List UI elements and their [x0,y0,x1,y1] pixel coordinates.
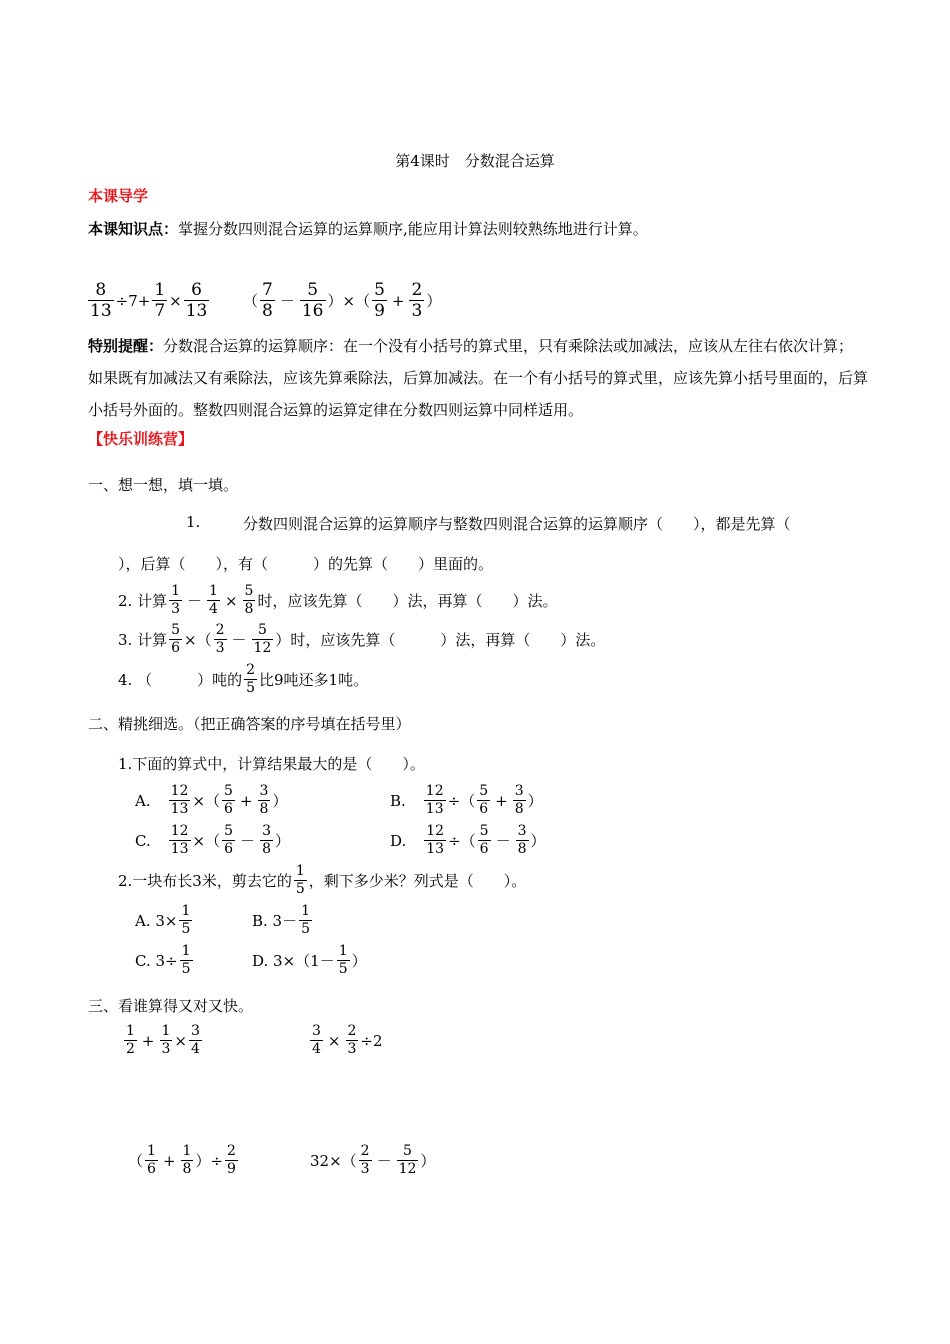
knowledge-point [88,218,648,239]
guide-heading: 本课导学 [88,187,149,205]
question-text: ）时，应该先算（ ）法，再算（ ）法。 [275,631,606,649]
s2-q2-option-a[interactable] [135,903,194,938]
fraction-numerator: 1 [209,583,218,599]
fraction [294,863,307,898]
fraction [516,823,529,858]
operator: + [239,791,253,810]
fraction-numerator: 5 [403,1143,412,1159]
fraction-numerator: 2 [411,280,423,300]
fraction [214,622,227,657]
fraction-denominator: 4 [191,1041,200,1057]
question-text: 4. （ ）吨的 [118,671,243,689]
operator: + [162,1151,176,1170]
fraction-numerator: 7 [262,280,273,300]
s2-q2-option-b[interactable] [252,903,314,938]
knowledge-label: 本课知识点： [88,220,179,238]
fraction-denominator: 4 [209,601,218,617]
question-text: 2.一块布长3米，剪去它的 [118,872,292,890]
fraction-denominator: 8 [514,801,524,817]
operator: + [391,291,405,310]
fraction-numerator: 1 [301,903,311,919]
option-label: B. [390,791,406,810]
fraction-numerator: 3 [517,823,527,839]
fraction-numerator: 6 [191,280,202,300]
operator: － [495,832,511,850]
fraction-numerator: 12 [170,783,189,799]
fraction-denominator: 12 [398,1161,417,1177]
operator: × [174,1031,187,1050]
fraction-denominator: 9 [374,301,385,321]
fraction-numerator: 12 [170,823,189,839]
fraction-denominator: 8 [259,801,269,817]
fraction-denominator: 4 [312,1041,321,1057]
operator: ×（ [192,832,221,850]
fraction [337,943,350,978]
s1-q4 [118,662,368,697]
operator: ） [420,1152,436,1170]
page-title: 第4课时 分数混合运算 [395,152,555,170]
special-reminder [88,330,868,426]
operator: ） [274,832,290,850]
option-label: B. 3－ [252,912,298,930]
operator: ÷（ [447,792,476,810]
s2-q1-option-a[interactable] [135,783,287,818]
fraction-denominator: 5 [181,961,191,977]
fraction-denominator: 6 [479,841,489,857]
fraction-denominator: 3 [161,1041,171,1057]
operator: － [187,592,203,610]
fraction [252,622,274,657]
fraction-numerator: 5 [244,583,254,599]
fraction-denominator: 5 [181,921,191,937]
fraction-denominator: 13 [170,841,189,857]
option-label: C. [135,831,151,850]
s3-calc-1 [122,1023,204,1058]
fraction [243,583,256,618]
fraction [310,1023,323,1058]
fraction [477,783,490,818]
fraction-denominator: 8 [262,301,273,321]
operator: － [231,631,247,649]
fraction-denominator: 6 [171,640,181,656]
fraction-numerator: 3 [262,823,271,839]
operator: （ [243,292,259,310]
fraction-numerator: 2 [360,1143,370,1159]
fraction [189,1023,202,1058]
fraction-numerator: 8 [95,280,107,300]
section1-heading: 一、想一想，填一填。 [88,476,239,494]
fraction [169,823,191,858]
s3-calc-2 [308,1023,383,1058]
operator: ） [527,792,543,810]
fraction-denominator: 7 [154,301,166,321]
option-label: C. 3÷ [135,951,178,970]
reminder-text: 分数混合运算的运算顺序：在一个没有小括号的算式里，只有乘除法或加减法，应该从左往右依次计算；如果既有加减法又有乘除法，应该先算乘除法，后算加减法。在一个有小括号的算式里，应该先算小括号里面的，后算小括号外面的。整数四则混合运算的运算定律在分数四则运算中同样适用。 [88,337,869,419]
fraction [397,1143,419,1178]
s2-q2-option-d[interactable] [252,943,367,978]
s1-q1-line2: ），后算（ ），有（ ）的先算（ ）里面的。 [118,555,494,573]
fraction-numerator: 2 [347,1023,357,1039]
s1-q1-number: 1. [186,513,201,531]
fraction-denominator: 16 [301,301,324,321]
fraction-denominator: 2 [126,1041,135,1057]
knowledge-text: 掌握分数四则混合运算的运算顺序,能应用计算法则较熟练地进行计算。 [178,220,648,238]
fraction-denominator: 8 [244,601,254,617]
fraction-numerator: 5 [479,823,489,839]
option-label: D. 3×（1－ [252,952,335,970]
fraction [184,280,210,321]
fraction [179,903,192,938]
operator: + [495,791,508,810]
section2-heading: 二、精挑细选。（把正确答案的序号填在括号里） [88,715,411,733]
fraction-numerator: 5 [224,783,233,799]
question-text: 时，应该先算（ ）法，再算（ ）法。 [257,592,558,610]
operator: ÷7+ [115,291,151,310]
fraction-denominator: 6 [147,1161,156,1177]
fraction [160,1023,173,1058]
fraction [258,783,271,818]
fraction-numerator: 3 [259,783,269,799]
operator: ×（ [184,631,212,649]
fraction-numerator: 1 [171,583,181,599]
fraction [346,1023,359,1058]
fraction-numerator: 5 [374,280,385,300]
fraction-numerator: 3 [514,783,524,799]
fraction-denominator: 13 [425,801,444,817]
s2-q1: 1.下面的算式中，计算结果最大的是（ ）。 [118,755,425,773]
s1-q3 [118,622,605,657]
fraction-denominator: 6 [224,841,234,857]
operator: （ [128,1152,144,1170]
fraction-numerator: 5 [307,280,319,300]
s2-q2-option-c[interactable] [135,943,195,978]
fraction-numerator: 2 [246,662,256,678]
fraction-denominator: 5 [246,680,256,696]
fraction-numerator: 12 [426,823,445,839]
operator: ） [426,292,442,310]
fraction [409,280,424,321]
fraction-numerator: 1 [338,943,348,959]
fraction-denominator: 13 [426,841,445,857]
fraction-denominator: 3 [215,640,225,656]
operator: － [376,1152,392,1170]
s2-q1-option-c[interactable] [135,823,290,858]
fraction-numerator: 1 [147,1143,156,1159]
fraction-numerator: 1 [161,1023,171,1039]
s3-calc-4 [310,1143,435,1178]
fraction [222,783,235,818]
fraction-numerator: 5 [257,622,267,638]
fraction-numerator: 12 [425,783,444,799]
operator: ） [272,792,288,810]
fraction [169,622,182,657]
fraction-numerator: 1 [181,943,191,959]
question-text: 3. 计算 [118,631,168,649]
fraction [152,280,167,321]
fraction [300,280,326,321]
fraction-denominator: 3 [347,1041,357,1057]
operator: － [240,832,256,850]
s1-q1-line1: 分数四则混合运算的运算顺序与整数四则混合运算的运算顺序（ ），都是先算（ [243,515,791,533]
s2-q1-option-b[interactable] [390,783,543,818]
fraction-denominator: 5 [338,961,348,977]
fraction [181,1143,194,1178]
fraction [478,823,491,858]
operator: ） [351,952,367,970]
fraction [260,823,273,858]
fraction [299,903,312,938]
operator: × [327,1031,341,1050]
fraction [180,943,193,978]
camp-heading: 【快乐训练营】 [88,430,194,448]
question-text: 2. 计算 [118,592,168,610]
fraction-denominator: 3 [171,601,181,617]
question-text: ，剩下多少米？列式是（ ）。 [308,872,527,890]
operator: ×（ [192,792,221,810]
fraction-denominator: 3 [360,1161,370,1177]
fraction-denominator: 6 [224,801,233,817]
fraction-denominator: 9 [227,1161,236,1177]
operator: ÷2 [360,1031,383,1050]
operator: × [224,591,238,610]
fraction-numerator: 3 [312,1023,321,1039]
section3-heading: 三、看谁算得又对又快。 [88,997,254,1015]
fraction-denominator: 8 [262,841,271,857]
fraction-denominator: 12 [253,640,272,656]
fraction [145,1143,158,1178]
fraction-numerator: 1 [154,280,166,300]
operator: + [141,1031,155,1050]
fraction-denominator: 6 [479,801,489,817]
option-label: D. [390,831,407,850]
fraction [359,1143,372,1178]
s1-q2 [118,583,557,618]
fraction [260,280,275,321]
fraction [88,280,114,321]
fraction [372,280,387,321]
fraction [424,783,446,818]
fraction-numerator: 1 [182,1143,192,1159]
fraction-denominator: 3 [411,301,423,321]
option-label: A. [135,791,151,810]
fraction [513,783,526,818]
operator: ）÷ [195,1152,224,1170]
fraction-denominator: 8 [182,1161,192,1177]
fraction-denominator: 8 [517,841,527,857]
reminder-label: 特别提醒： [88,337,164,355]
s2-q2 [118,863,526,898]
fraction [169,783,191,818]
fraction-numerator: 1 [295,863,305,879]
fraction-numerator: 5 [479,783,489,799]
operator: ÷（ [448,832,476,850]
example-expression-2 [243,280,441,321]
fraction [225,1143,238,1178]
fraction [124,1023,137,1058]
fraction-denominator: 13 [90,301,112,321]
fraction [244,662,257,697]
fraction-denominator: 13 [185,301,208,321]
operator: － [279,292,295,310]
fraction-numerator: 5 [224,823,234,839]
fraction-numerator: 2 [227,1143,236,1159]
s2-q1-option-d[interactable] [390,823,546,858]
fraction-denominator: 5 [295,881,305,897]
example-expression-1 [86,280,211,321]
operator: 32×（ [310,1152,357,1170]
operator: ）×（ [327,292,371,310]
fraction-denominator: 13 [170,801,189,817]
question-text: 比9吨还多1吨。 [259,671,369,689]
operator: × [169,291,182,310]
s3-calc-3 [128,1143,240,1178]
fraction-numerator: 3 [191,1023,200,1039]
fraction-denominator: 5 [301,921,311,937]
fraction [169,583,182,618]
fraction [222,823,235,858]
operator: ） [530,832,546,850]
option-label: A. 3× [135,911,178,930]
fraction-numerator: 2 [215,622,225,638]
fraction [207,583,220,618]
fraction-numerator: 5 [171,622,181,638]
fraction-numerator: 1 [181,903,191,919]
fraction [424,823,446,858]
fraction-numerator: 1 [126,1023,135,1039]
